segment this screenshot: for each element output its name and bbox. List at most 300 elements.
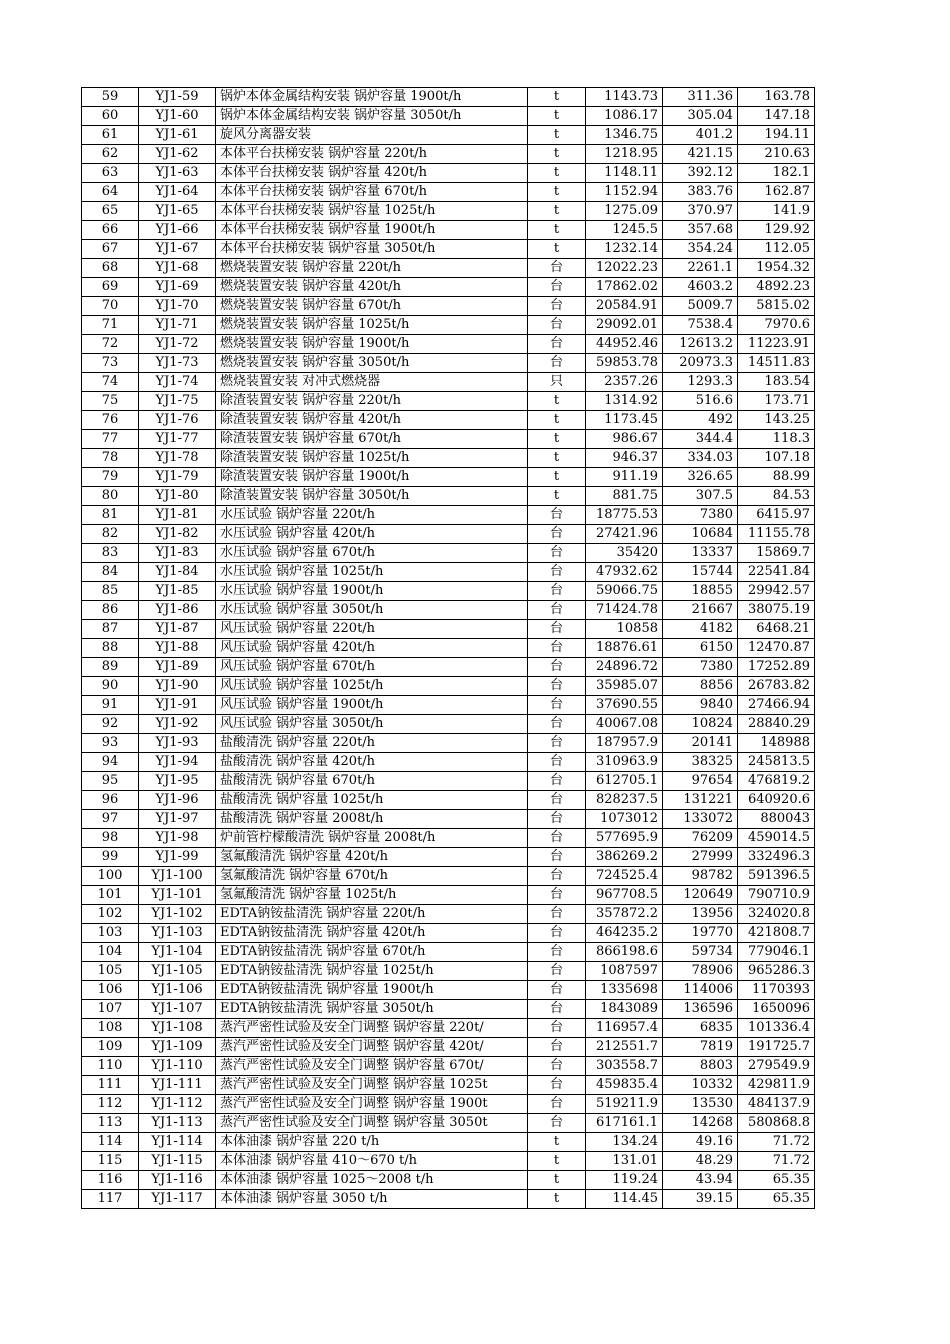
base-price-cell: 24896.72 (586, 658, 663, 677)
unit-cell: 台 (528, 525, 586, 544)
item-code-cell: YJ1-93 (139, 734, 216, 753)
base-price-cell: 212551.7 (586, 1038, 663, 1057)
row-number-cell: 103 (82, 924, 139, 943)
row-number-cell: 94 (82, 753, 139, 772)
unit-cell: t (528, 487, 586, 506)
labor-cost-cell: 326.65 (663, 468, 738, 487)
row-number-cell: 92 (82, 715, 139, 734)
row-number-cell: 100 (82, 867, 139, 886)
table-row (82, 639, 815, 658)
material-cost-cell: 790710.9 (738, 886, 815, 905)
table-row (82, 886, 815, 905)
table-row (82, 753, 815, 772)
row-number-cell: 59 (82, 88, 139, 107)
table-row (82, 1019, 815, 1038)
item-name-cell: 盐酸清洗 锅炉容量 1025t/h (216, 791, 528, 810)
table-row (82, 696, 815, 715)
item-name-cell: 盐酸清洗 锅炉容量 670t/h (216, 772, 528, 791)
row-number-cell: 82 (82, 525, 139, 544)
row-number-cell: 113 (82, 1114, 139, 1133)
row-number-cell: 108 (82, 1019, 139, 1038)
table-row (82, 107, 815, 126)
table-row (82, 1152, 815, 1171)
item-name-cell: 蒸汽严密性试验及安全门调整 锅炉容量 420t/ (216, 1038, 528, 1057)
table-row (82, 164, 815, 183)
labor-cost-cell: 7380 (663, 658, 738, 677)
item-code-cell: YJ1-98 (139, 829, 216, 848)
unit-cell: 台 (528, 1057, 586, 1076)
item-code-cell: YJ1-61 (139, 126, 216, 145)
material-cost-cell: 28840.29 (738, 715, 815, 734)
table-row (82, 221, 815, 240)
base-price-cell: 37690.55 (586, 696, 663, 715)
item-name-cell: 燃烧装置安装 锅炉容量 3050t/h (216, 354, 528, 373)
unit-cell: 台 (528, 715, 586, 734)
item-code-cell: YJ1-116 (139, 1171, 216, 1190)
labor-cost-cell: 18855 (663, 582, 738, 601)
base-price-cell: 29092.01 (586, 316, 663, 335)
unit-cell: t (528, 240, 586, 259)
material-cost-cell: 7970.6 (738, 316, 815, 335)
labor-cost-cell: 7819 (663, 1038, 738, 1057)
material-cost-cell: 12470.87 (738, 639, 815, 658)
item-name-cell: EDTA钠铵盐清洗 锅炉容量 1025t/h (216, 962, 528, 981)
item-name-cell: 风压试验 锅炉容量 1025t/h (216, 677, 528, 696)
base-price-cell: 35420 (586, 544, 663, 563)
unit-cell: t (528, 88, 586, 107)
material-cost-cell: 476819.2 (738, 772, 815, 791)
item-code-cell: YJ1-83 (139, 544, 216, 563)
table-row (82, 544, 815, 563)
unit-cell: 台 (528, 658, 586, 677)
table-row (82, 278, 815, 297)
base-price-cell: 1218.95 (586, 145, 663, 164)
row-number-cell: 105 (82, 962, 139, 981)
row-number-cell: 117 (82, 1190, 139, 1209)
item-code-cell: YJ1-87 (139, 620, 216, 639)
row-number-cell: 101 (82, 886, 139, 905)
item-code-cell: YJ1-62 (139, 145, 216, 164)
row-number-cell: 67 (82, 240, 139, 259)
base-price-cell: 131.01 (586, 1152, 663, 1171)
unit-cell: 台 (528, 1076, 586, 1095)
item-name-cell: 旋风分离器安装 (216, 126, 528, 145)
material-cost-cell: 11155.78 (738, 525, 815, 544)
row-number-cell: 107 (82, 1000, 139, 1019)
table-row (82, 962, 815, 981)
item-code-cell: YJ1-105 (139, 962, 216, 981)
base-price-cell: 20584.91 (586, 297, 663, 316)
item-code-cell: YJ1-76 (139, 411, 216, 430)
material-cost-cell: 6415.97 (738, 506, 815, 525)
row-number-cell: 106 (82, 981, 139, 1000)
item-code-cell: YJ1-84 (139, 563, 216, 582)
item-name-cell: 氢氟酸清洗 锅炉容量 420t/h (216, 848, 528, 867)
labor-cost-cell: 307.5 (663, 487, 738, 506)
item-code-cell: YJ1-60 (139, 107, 216, 126)
item-code-cell: YJ1-73 (139, 354, 216, 373)
item-code-cell: YJ1-94 (139, 753, 216, 772)
base-price-cell: 946.37 (586, 449, 663, 468)
labor-cost-cell: 136596 (663, 1000, 738, 1019)
base-price-cell: 519211.9 (586, 1095, 663, 1114)
item-name-cell: 锅炉本体金属结构安装 锅炉容量 1900t/h (216, 88, 528, 107)
material-cost-cell: 71.72 (738, 1152, 815, 1171)
item-code-cell: YJ1-110 (139, 1057, 216, 1076)
item-name-cell: 本体平台扶梯安装 锅炉容量 3050t/h (216, 240, 528, 259)
table-row (82, 145, 815, 164)
item-name-cell: 除渣装置安装 锅炉容量 420t/h (216, 411, 528, 430)
item-code-cell: YJ1-72 (139, 335, 216, 354)
item-code-cell: YJ1-104 (139, 943, 216, 962)
material-cost-cell: 107.18 (738, 449, 815, 468)
unit-cell: 台 (528, 677, 586, 696)
unit-cell: 台 (528, 582, 586, 601)
unit-cell: 台 (528, 886, 586, 905)
base-price-cell: 986.67 (586, 430, 663, 449)
base-price-cell: 17862.02 (586, 278, 663, 297)
base-price-cell: 1275.09 (586, 202, 663, 221)
table-row (82, 715, 815, 734)
item-code-cell: YJ1-115 (139, 1152, 216, 1171)
base-price-cell: 617161.1 (586, 1114, 663, 1133)
item-name-cell: 锅炉本体金属结构安装 锅炉容量 3050t/h (216, 107, 528, 126)
base-price-cell: 724525.4 (586, 867, 663, 886)
row-number-cell: 112 (82, 1095, 139, 1114)
row-number-cell: 69 (82, 278, 139, 297)
row-number-cell: 66 (82, 221, 139, 240)
material-cost-cell: 162.87 (738, 183, 815, 202)
labor-cost-cell: 59734 (663, 943, 738, 962)
base-price-cell: 40067.08 (586, 715, 663, 734)
labor-cost-cell: 311.36 (663, 88, 738, 107)
table-row (82, 430, 815, 449)
row-number-cell: 78 (82, 449, 139, 468)
row-number-cell: 73 (82, 354, 139, 373)
item-code-cell: YJ1-90 (139, 677, 216, 696)
item-code-cell: YJ1-63 (139, 164, 216, 183)
row-number-cell: 97 (82, 810, 139, 829)
item-code-cell: YJ1-95 (139, 772, 216, 791)
labor-cost-cell: 20973.3 (663, 354, 738, 373)
table-row (82, 1057, 815, 1076)
table-row (82, 126, 815, 145)
item-name-cell: 燃烧装置安装 对冲式燃烧器 (216, 373, 528, 392)
item-code-cell: YJ1-70 (139, 297, 216, 316)
item-name-cell: 除渣装置安装 锅炉容量 220t/h (216, 392, 528, 411)
labor-cost-cell: 43.94 (663, 1171, 738, 1190)
unit-cell: t (528, 1190, 586, 1209)
item-code-cell: YJ1-85 (139, 582, 216, 601)
row-number-cell: 80 (82, 487, 139, 506)
labor-cost-cell: 48.29 (663, 1152, 738, 1171)
labor-cost-cell: 14268 (663, 1114, 738, 1133)
table-row (82, 1000, 815, 1019)
row-number-cell: 60 (82, 107, 139, 126)
base-price-cell: 911.19 (586, 468, 663, 487)
row-number-cell: 64 (82, 183, 139, 202)
unit-cell: 台 (528, 1038, 586, 1057)
item-code-cell: YJ1-80 (139, 487, 216, 506)
table-row (82, 183, 815, 202)
unit-cell: t (528, 468, 586, 487)
item-name-cell: EDTA钠铵盐清洗 锅炉容量 220t/h (216, 905, 528, 924)
unit-cell: 台 (528, 829, 586, 848)
labor-cost-cell: 13956 (663, 905, 738, 924)
material-cost-cell: 324020.8 (738, 905, 815, 924)
labor-cost-cell: 7538.4 (663, 316, 738, 335)
base-price-cell: 459835.4 (586, 1076, 663, 1095)
row-number-cell: 98 (82, 829, 139, 848)
item-code-cell: YJ1-106 (139, 981, 216, 1000)
item-code-cell: YJ1-112 (139, 1095, 216, 1114)
unit-cell: 台 (528, 639, 586, 658)
base-price-cell: 134.24 (586, 1133, 663, 1152)
table-row (82, 829, 815, 848)
material-cost-cell: 1954.32 (738, 259, 815, 278)
labor-cost-cell: 305.04 (663, 107, 738, 126)
labor-cost-cell: 78906 (663, 962, 738, 981)
row-number-cell: 86 (82, 601, 139, 620)
unit-cell: t (528, 392, 586, 411)
base-price-cell: 1843089 (586, 1000, 663, 1019)
base-price-cell: 1087597 (586, 962, 663, 981)
labor-cost-cell: 20141 (663, 734, 738, 753)
labor-cost-cell: 13530 (663, 1095, 738, 1114)
material-cost-cell: 6468.21 (738, 620, 815, 639)
table-row (82, 411, 815, 430)
item-name-cell: 本体油漆 锅炉容量 1025～2008 t/h (216, 1171, 528, 1190)
item-name-cell: 水压试验 锅炉容量 3050t/h (216, 601, 528, 620)
material-cost-cell: 88.99 (738, 468, 815, 487)
material-cost-cell: 17252.89 (738, 658, 815, 677)
labor-cost-cell: 421.15 (663, 145, 738, 164)
labor-cost-cell: 383.76 (663, 183, 738, 202)
unit-cell: 台 (528, 696, 586, 715)
row-number-cell: 61 (82, 126, 139, 145)
item-name-cell: 燃烧装置安装 锅炉容量 1025t/h (216, 316, 528, 335)
base-price-cell: 1245.5 (586, 221, 663, 240)
item-code-cell: YJ1-103 (139, 924, 216, 943)
labor-cost-cell: 21667 (663, 601, 738, 620)
material-cost-cell: 459014.5 (738, 829, 815, 848)
item-code-cell: YJ1-102 (139, 905, 216, 924)
row-number-cell: 87 (82, 620, 139, 639)
unit-cell: 台 (528, 620, 586, 639)
item-code-cell: YJ1-97 (139, 810, 216, 829)
material-cost-cell: 112.05 (738, 240, 815, 259)
base-price-cell: 1086.17 (586, 107, 663, 126)
unit-cell: t (528, 449, 586, 468)
material-cost-cell: 143.25 (738, 411, 815, 430)
item-code-cell: YJ1-89 (139, 658, 216, 677)
row-number-cell: 85 (82, 582, 139, 601)
item-name-cell: EDTA钠铵盐清洗 锅炉容量 420t/h (216, 924, 528, 943)
row-number-cell: 76 (82, 411, 139, 430)
labor-cost-cell: 370.97 (663, 202, 738, 221)
base-price-cell: 27421.96 (586, 525, 663, 544)
labor-cost-cell: 10824 (663, 715, 738, 734)
item-name-cell: 除渣装置安装 锅炉容量 3050t/h (216, 487, 528, 506)
labor-cost-cell: 98782 (663, 867, 738, 886)
base-price-cell: 71424.78 (586, 601, 663, 620)
item-name-cell: 除渣装置安装 锅炉容量 1900t/h (216, 468, 528, 487)
labor-cost-cell: 76209 (663, 829, 738, 848)
item-name-cell: 本体平台扶梯安装 锅炉容量 420t/h (216, 164, 528, 183)
table-row (82, 487, 815, 506)
base-price-cell: 10858 (586, 620, 663, 639)
row-number-cell: 79 (82, 468, 139, 487)
row-number-cell: 90 (82, 677, 139, 696)
labor-cost-cell: 131221 (663, 791, 738, 810)
material-cost-cell: 71.72 (738, 1133, 815, 1152)
base-price-cell: 357872.2 (586, 905, 663, 924)
item-name-cell: 蒸汽严密性试验及安全门调整 锅炉容量 670t/ (216, 1057, 528, 1076)
item-name-cell: 水压试验 锅炉容量 220t/h (216, 506, 528, 525)
item-code-cell: YJ1-75 (139, 392, 216, 411)
material-cost-cell: 141.9 (738, 202, 815, 221)
table-row (82, 354, 815, 373)
unit-cell: t (528, 411, 586, 430)
material-cost-cell: 129.92 (738, 221, 815, 240)
material-cost-cell: 14511.83 (738, 354, 815, 373)
item-code-cell: YJ1-109 (139, 1038, 216, 1057)
item-code-cell: YJ1-81 (139, 506, 216, 525)
table-row (82, 1114, 815, 1133)
material-cost-cell: 880043 (738, 810, 815, 829)
unit-cell: 台 (528, 943, 586, 962)
base-price-cell: 1148.11 (586, 164, 663, 183)
base-price-cell: 1314.92 (586, 392, 663, 411)
labor-cost-cell: 392.12 (663, 164, 738, 183)
labor-cost-cell: 344.4 (663, 430, 738, 449)
labor-cost-cell: 357.68 (663, 221, 738, 240)
unit-cell: 台 (528, 753, 586, 772)
unit-cell: t (528, 1133, 586, 1152)
table-row (82, 734, 815, 753)
unit-cell: 台 (528, 1114, 586, 1133)
material-cost-cell: 591396.5 (738, 867, 815, 886)
base-price-cell: 44952.46 (586, 335, 663, 354)
table-row (82, 1095, 815, 1114)
material-cost-cell: 148988 (738, 734, 815, 753)
item-code-cell: YJ1-88 (139, 639, 216, 658)
row-number-cell: 104 (82, 943, 139, 962)
row-number-cell: 70 (82, 297, 139, 316)
material-cost-cell: 38075.19 (738, 601, 815, 620)
labor-cost-cell: 5009.7 (663, 297, 738, 316)
item-code-cell: YJ1-66 (139, 221, 216, 240)
item-code-cell: YJ1-108 (139, 1019, 216, 1038)
item-code-cell: YJ1-86 (139, 601, 216, 620)
item-code-cell: YJ1-113 (139, 1114, 216, 1133)
material-cost-cell: 29942.57 (738, 582, 815, 601)
material-cost-cell: 5815.02 (738, 297, 815, 316)
item-name-cell: 氢氟酸清洗 锅炉容量 1025t/h (216, 886, 528, 905)
material-cost-cell: 429811.9 (738, 1076, 815, 1095)
material-cost-cell: 183.54 (738, 373, 815, 392)
row-number-cell: 115 (82, 1152, 139, 1171)
row-number-cell: 102 (82, 905, 139, 924)
base-price-cell: 881.75 (586, 487, 663, 506)
table-row (82, 316, 815, 335)
unit-cell: t (528, 221, 586, 240)
row-number-cell: 89 (82, 658, 139, 677)
base-price-cell: 59853.78 (586, 354, 663, 373)
item-name-cell: 水压试验 锅炉容量 1900t/h (216, 582, 528, 601)
row-number-cell: 68 (82, 259, 139, 278)
base-price-cell: 1143.73 (586, 88, 663, 107)
labor-cost-cell: 10684 (663, 525, 738, 544)
item-code-cell: YJ1-71 (139, 316, 216, 335)
item-name-cell: 燃烧装置安装 锅炉容量 220t/h (216, 259, 528, 278)
item-code-cell: YJ1-96 (139, 791, 216, 810)
row-number-cell: 75 (82, 392, 139, 411)
material-cost-cell: 65.35 (738, 1190, 815, 1209)
item-code-cell: YJ1-82 (139, 525, 216, 544)
unit-cell: 台 (528, 563, 586, 582)
unit-cell: 台 (528, 601, 586, 620)
table-row (82, 392, 815, 411)
item-name-cell: 本体油漆 锅炉容量 220 t/h (216, 1133, 528, 1152)
item-name-cell: 燃烧装置安装 锅炉容量 670t/h (216, 297, 528, 316)
base-price-cell: 386269.2 (586, 848, 663, 867)
table-row (82, 810, 815, 829)
table-row (82, 772, 815, 791)
labor-cost-cell: 19770 (663, 924, 738, 943)
unit-cell: 台 (528, 259, 586, 278)
item-name-cell: 盐酸清洗 锅炉容量 420t/h (216, 753, 528, 772)
item-code-cell: YJ1-68 (139, 259, 216, 278)
labor-cost-cell: 97654 (663, 772, 738, 791)
table-row (82, 658, 815, 677)
table-row (82, 468, 815, 487)
row-number-cell: 62 (82, 145, 139, 164)
labor-cost-cell: 334.03 (663, 449, 738, 468)
labor-cost-cell: 516.6 (663, 392, 738, 411)
material-cost-cell: 779046.1 (738, 943, 815, 962)
labor-cost-cell: 2261.1 (663, 259, 738, 278)
unit-cell: t (528, 1171, 586, 1190)
item-name-cell: 本体油漆 锅炉容量 410～670 t/h (216, 1152, 528, 1171)
unit-cell: 台 (528, 278, 586, 297)
unit-cell: 台 (528, 867, 586, 886)
base-price-cell: 577695.9 (586, 829, 663, 848)
table-body (82, 88, 815, 1209)
table-row (82, 449, 815, 468)
unit-cell: 台 (528, 791, 586, 810)
table-row (82, 506, 815, 525)
item-name-cell: 本体平台扶梯安装 锅炉容量 1025t/h (216, 202, 528, 221)
base-price-cell: 1346.75 (586, 126, 663, 145)
row-number-cell: 96 (82, 791, 139, 810)
item-name-cell: 蒸汽严密性试验及安全门调整 锅炉容量 1025t (216, 1076, 528, 1095)
table-row (82, 1133, 815, 1152)
labor-cost-cell: 1293.3 (663, 373, 738, 392)
base-price-cell: 967708.5 (586, 886, 663, 905)
material-cost-cell: 22541.84 (738, 563, 815, 582)
material-cost-cell: 4892.23 (738, 278, 815, 297)
labor-cost-cell: 133072 (663, 810, 738, 829)
table-row (82, 563, 815, 582)
unit-cell: 台 (528, 848, 586, 867)
unit-cell: t (528, 164, 586, 183)
base-price-cell: 47932.62 (586, 563, 663, 582)
base-price-cell: 2357.26 (586, 373, 663, 392)
labor-cost-cell: 12613.2 (663, 335, 738, 354)
base-price-cell: 866198.6 (586, 943, 663, 962)
labor-cost-cell: 8856 (663, 677, 738, 696)
